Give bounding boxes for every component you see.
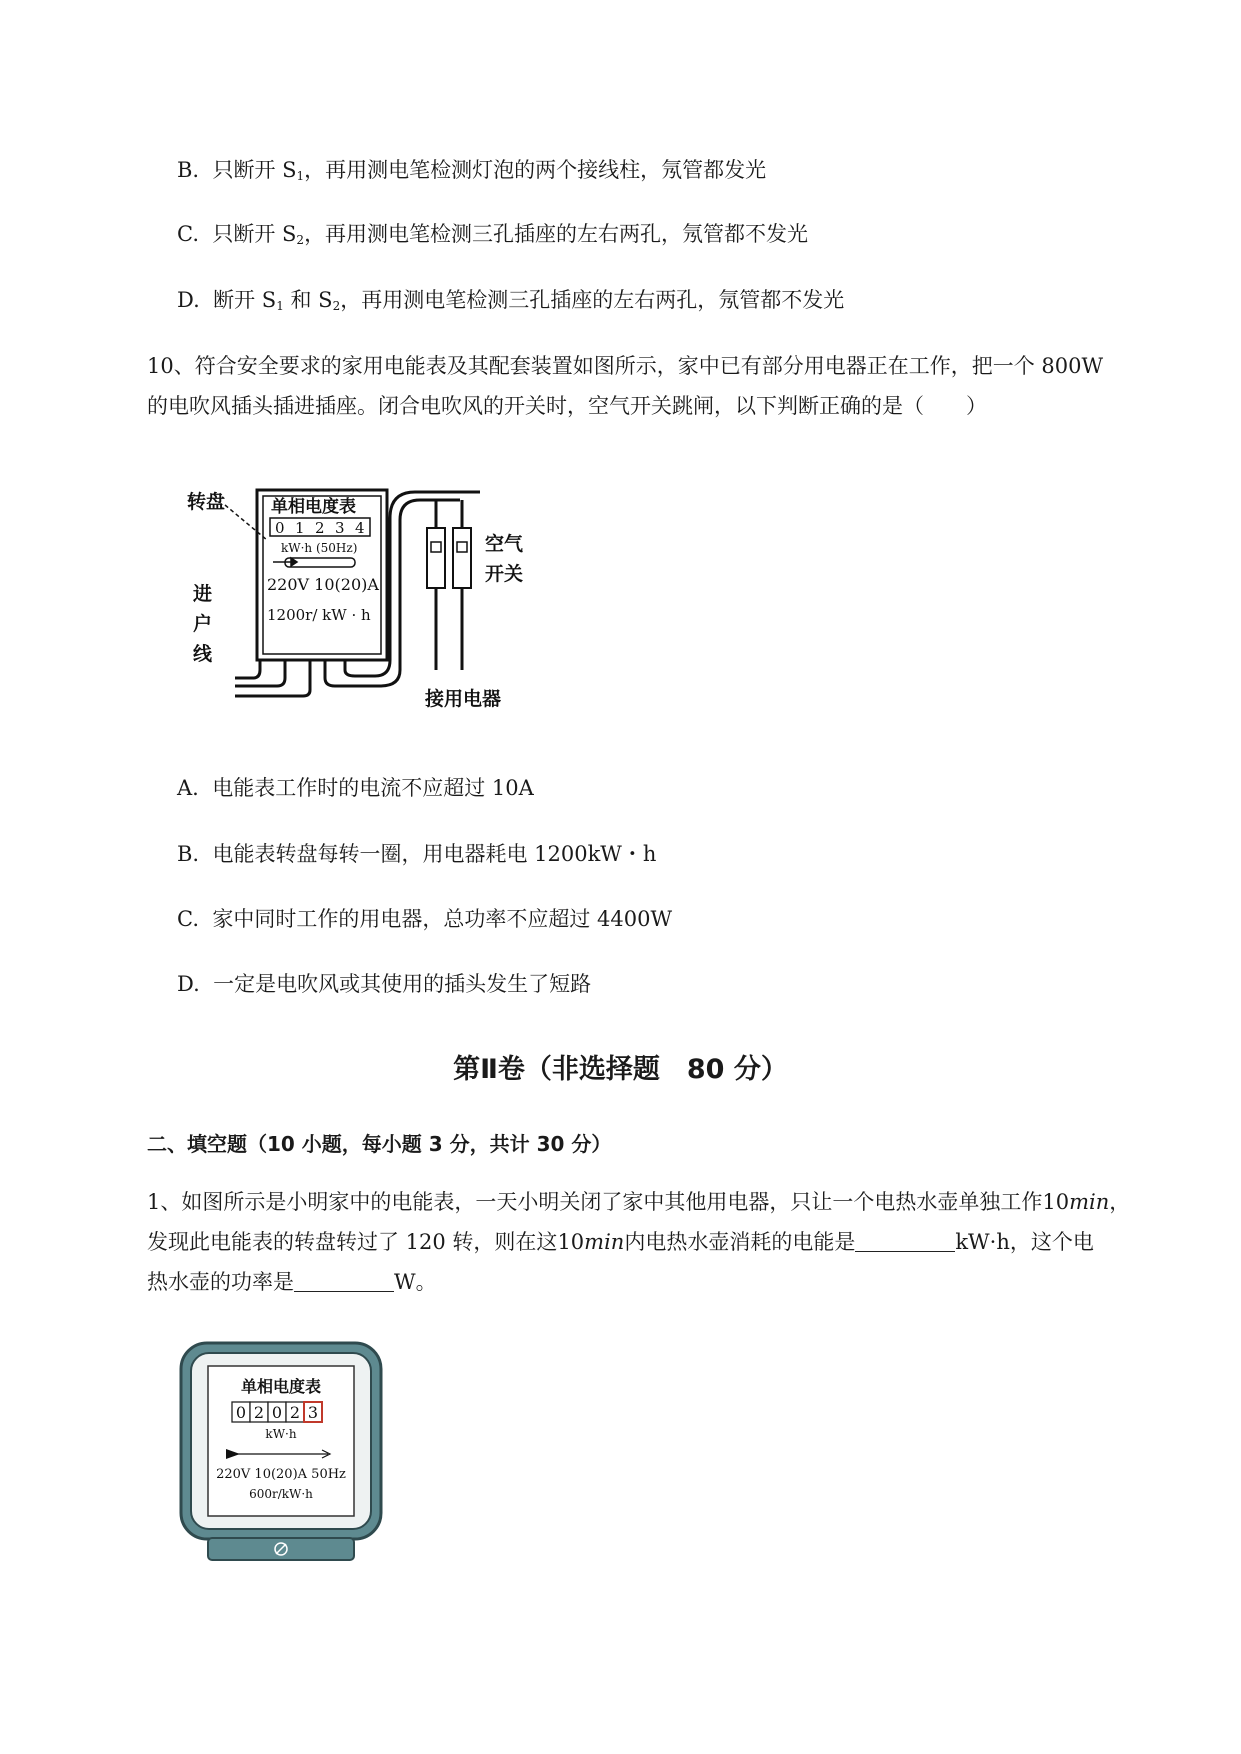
fill1-meter-figure: [178, 1340, 388, 1570]
incoming-line-label-2: 户: [193, 613, 213, 635]
digit: 2: [289, 1403, 301, 1422]
q10-option-b: B. 电能表转盘每转一圈，用电器耗电 1200kW・h: [177, 842, 657, 866]
q10-stem-line2: 的电吹风插头插进插座。闭合电吹风的开关时，空气开关跳闸，以下判断正确的是（ ）: [147, 394, 987, 418]
answer-blank-power[interactable]: [294, 1271, 394, 1292]
incoming-line-label-3: 线: [193, 643, 213, 665]
digit: 1: [295, 519, 305, 537]
appliances-label: 接用电器: [425, 688, 502, 710]
q9-option-d: D. 断开 $S_1$ 和 $S_2$，再用测电笔检测三孔插座的左右两孔，氖管都不发光: [177, 288, 845, 313]
q10-option-c: C. 家中同时工作的用电器，总功率不应超过 4400W: [177, 907, 673, 931]
q9-option-b: B. 只断开 $S_1$，再用测电笔检测灯泡的两个接线柱，氖管都发光: [177, 158, 767, 183]
digit: 4: [355, 519, 365, 537]
breaker-label-2: 开关: [485, 563, 524, 585]
meter-title: 单相电度表: [271, 497, 356, 517]
meter-title: 单相电度表: [240, 1377, 322, 1396]
answer-blank-energy[interactable]: [855, 1231, 955, 1252]
digit: 2: [315, 519, 325, 537]
q9-option-c: C. 只断开 $S_2$，再用测电笔检测三孔插座的左右两孔，氖管都不发光: [177, 222, 809, 247]
section-fill-blank-title: 二、填空题（10 小题，每小题 3 分，共计 30 分）: [147, 1132, 612, 1156]
meter-constant: 1200r/ kW · h: [267, 606, 371, 624]
digit: 2: [253, 1403, 265, 1422]
digit: 3: [307, 1403, 319, 1422]
meter-constant: 600r/kW·h: [249, 1487, 313, 1501]
digit: 0: [271, 1403, 283, 1422]
digit: 0: [235, 1403, 247, 1422]
q10-option-d: D. 一定是电吹风或其使用的插头发生了短路: [177, 972, 592, 996]
meter-rating: 220V 10(20)A 50Hz: [216, 1467, 346, 1482]
meter-digits: [275, 519, 365, 537]
meter-unit: kW·h: [265, 1427, 297, 1441]
fill1-line3: 热水壶的功率是 W。: [147, 1270, 437, 1294]
meter-rating: 220V 10(20)A: [267, 575, 379, 594]
q10-meter-figure: [187, 480, 555, 720]
q10-option-a: A. 电能表工作时的电流不应超过 10A: [177, 776, 534, 800]
turntable-label: 转盘: [187, 491, 226, 513]
fill1-line1: 1、如图所示是小明家中的电能表，一天小明关闭了家中其他用电器，只让一个电热水壶单独工作10min，: [147, 1190, 1131, 1214]
q10-stem-line1: 10、符合安全要求的家用电能表及其配套装置如图所示，家中已有部分用电器正在工作，把一个 800W: [147, 354, 1104, 378]
part2-heading: 第Ⅱ卷（非选择题 80 分）: [453, 1054, 788, 1085]
incoming-line-label-1: 进: [193, 583, 213, 605]
breaker-label-1: 空气: [485, 533, 524, 555]
digit: 3: [335, 519, 345, 537]
meter-unit-line: kW·h (50Hz): [281, 541, 358, 555]
digit: 0: [275, 519, 285, 537]
fill1-line2: 发现此电能表的转盘转过了 120 转，则在这10min内电热水壶消耗的电能是 kW·h，这个电: [147, 1230, 1094, 1254]
